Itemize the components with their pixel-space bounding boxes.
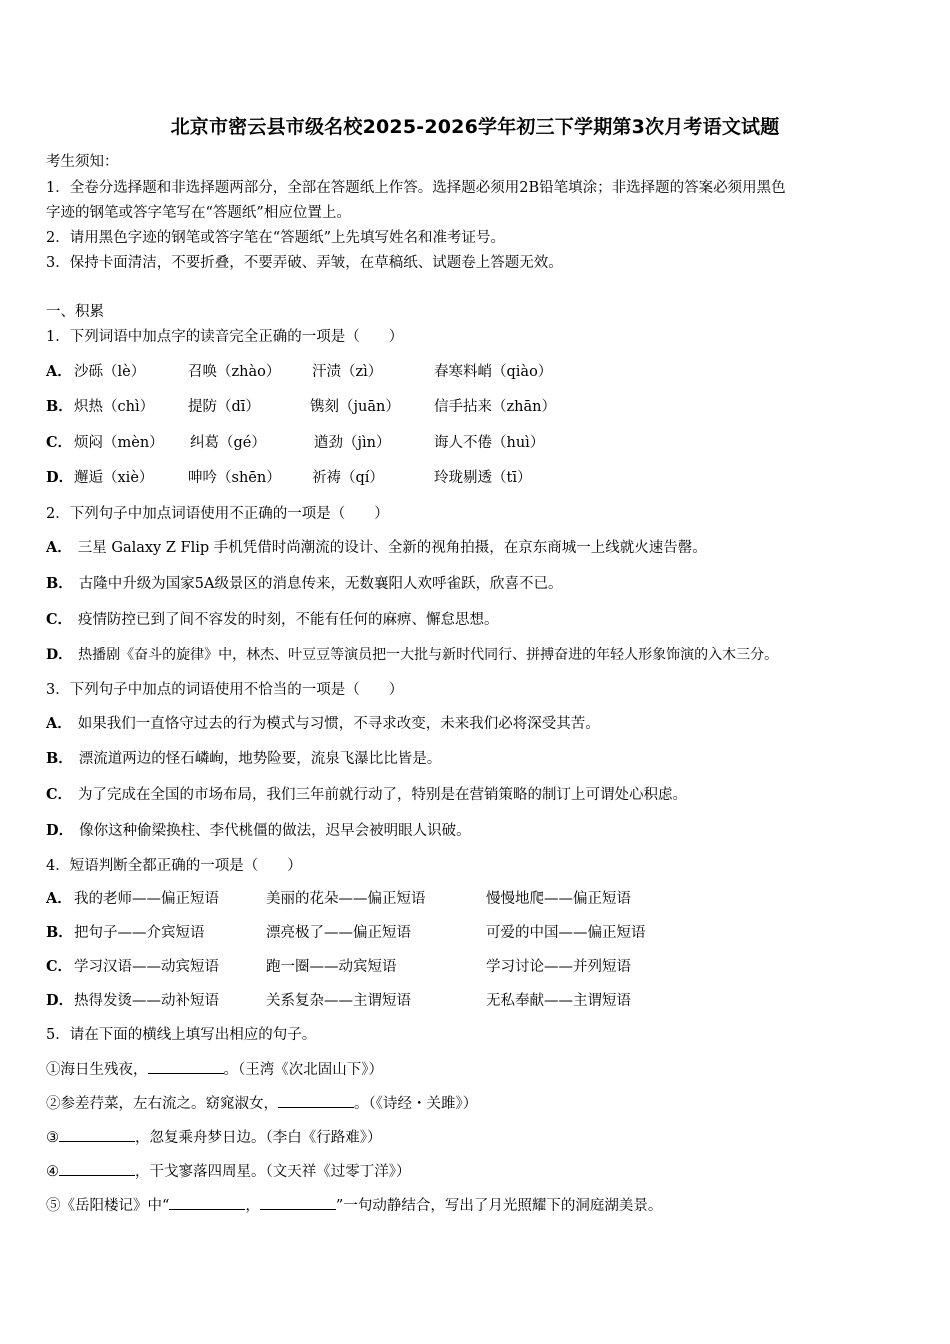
question-1-stem: 1．下列词语中加点字的读音完全正确的一项是（ ）: [46, 329, 404, 345]
question-5-item-4: [46, 1161, 411, 1182]
item-text: ，: [245, 1198, 260, 1214]
question-5-stem: 5．请在下面的横线上填写出相应的句子。: [46, 1027, 317, 1043]
question-1-option-d: [46, 468, 906, 488]
option-text: 热播剧《奋斗的旋律》中，林杰、叶豆豆等演员把一大批与新时代同行、拼搏奋进的年轻人形象饰演的入木三分。: [78, 647, 779, 663]
option-label: D．: [46, 647, 73, 663]
item-text: 。（《诗经・关雎》）: [354, 1096, 478, 1112]
question-4-option-a: [46, 889, 906, 909]
option-text: 疫情防控已到了间不容发的时刻，不能有任何的麻痹、懈怠思想。: [78, 612, 499, 628]
item-text: ①海日生残夜，: [46, 1062, 148, 1078]
question-1-option-c: [46, 433, 906, 453]
option-cell: 漂亮极了——偏正短语: [266, 925, 411, 941]
option-label: A．: [46, 715, 72, 732]
option-label: C．: [46, 434, 73, 451]
option-text: 像你这种偷梁换柱、李代桃僵的做法，迟早会被明眼人识破。: [79, 823, 471, 839]
option-cell: 沙砾（lè）: [74, 364, 146, 380]
option-label: B．: [46, 924, 73, 941]
option-label: C．: [46, 611, 73, 628]
question-1-option-a: [46, 362, 906, 382]
option-cell: 镌刻（juān）: [310, 399, 400, 415]
option-cell: 无私奉献——主谓短语: [486, 993, 631, 1009]
option-label: A．: [46, 539, 72, 556]
option-cell: 炽热（chì）: [74, 399, 155, 415]
option-text: 三星 Galaxy Z Flip 手机凭借时尚潮流的设计、全新的视角拍摄，在京东商城一上线就火速告罄。: [77, 540, 707, 556]
option-label: C．: [46, 786, 73, 803]
question-3-option-b: [46, 749, 441, 769]
notice-heading: 考生须知：: [46, 154, 119, 170]
option-cell: 召唤（zhào）: [188, 364, 281, 380]
option-cell: 我的老师——偏正短语: [74, 891, 219, 907]
item-text: ⑤《岳阳楼记》中“: [46, 1198, 170, 1214]
question-3-stem: 3．下列句子中加点的词语使用不恰当的一项是（ ）: [46, 682, 404, 698]
question-3-option-d: [46, 821, 471, 841]
option-text: 古隆中升级为国家5A级景区的消息传来，无数襄阳人欢呼雀跃，欣喜不已。: [78, 576, 563, 592]
option-cell: 诲人不倦（huì）: [434, 435, 545, 451]
question-1-option-b: [46, 397, 906, 417]
option-cell: 玲珑剔透（tī）: [434, 470, 532, 486]
question-4-option-b: [46, 923, 906, 943]
option-cell: 祈祷（qí）: [312, 470, 384, 486]
item-text: ④: [46, 1164, 59, 1180]
question-5-item-5: [46, 1195, 662, 1216]
option-cell: 春寒料峭（qiào）: [434, 364, 553, 380]
option-cell: 学习汉语——动宾短语: [74, 959, 219, 975]
question-2-option-c: [46, 610, 499, 630]
option-label: B．: [46, 398, 73, 415]
option-cell: 可爱的中国——偏正短语: [486, 925, 646, 941]
item-text: ”一句动静结合，写出了月光照耀下的洞庭湖美景。: [335, 1198, 663, 1214]
option-cell: 把句子——介宾短语: [74, 925, 205, 941]
section-heading: 一、积累: [46, 304, 104, 320]
option-text: 如果我们一直恪守过去的行为模式与习惯，不寻求改变，未来我们必将深受其苦。: [77, 716, 600, 732]
question-4-option-d: [46, 991, 906, 1011]
question-5-item-3: [46, 1127, 382, 1148]
option-label: A．: [46, 890, 72, 907]
question-5-item-1: [46, 1059, 383, 1080]
option-cell: 邂逅（xiè）: [74, 470, 154, 486]
page-title: 北京市密云县市级名校2025-2026学年初三下学期第3次月考语文试题: [170, 116, 780, 138]
option-cell: 信手拈来（zhān）: [434, 399, 556, 415]
option-label: D．: [46, 992, 74, 1009]
question-2-option-d: [46, 645, 778, 665]
option-label: B．: [46, 750, 73, 767]
question-4-option-c: [46, 957, 906, 977]
option-cell: 汗渍（zì）: [312, 364, 383, 380]
option-cell: 呻吟（shēn）: [188, 470, 281, 486]
notice-item-1-cont: 字迹的钢笔或答字笔写在“答题纸”相应位置上。: [46, 205, 351, 221]
option-label: A．: [46, 363, 72, 380]
item-text: ②参差荇菜，左右流之。窈窕淑女，: [46, 1096, 278, 1112]
option-label: C．: [46, 958, 73, 975]
question-4-stem: 4．短语判断全都正确的一项是（ ）: [46, 858, 302, 874]
option-cell: 纠葛（gé）: [190, 435, 266, 451]
answer-blank[interactable]: [59, 1127, 135, 1142]
option-label: D．: [46, 469, 74, 486]
option-cell: 美丽的花朵——偏正短语: [266, 891, 426, 907]
option-cell: 提防（dī）: [188, 399, 260, 415]
notice-item-3: 3．保持卡面清洁，不要折叠，不要弄破、弄皱，在草稿纸、试题卷上答题无效。: [46, 255, 563, 271]
answer-blank[interactable]: [260, 1195, 336, 1210]
item-text: ③: [46, 1130, 59, 1146]
option-text: 漂流道两边的怪石嶙峋，地势险要，流泉飞瀑比比皆是。: [78, 751, 442, 767]
answer-blank[interactable]: [169, 1195, 245, 1210]
question-3-option-a: [46, 714, 600, 734]
option-cell: 热得发烫——动补短语: [74, 993, 219, 1009]
answer-blank[interactable]: [59, 1161, 135, 1176]
notice-item-1: 1．全卷分选择题和非选择题两部分，全部在答题纸上作答。选择题必须用2B铅笔填涂；非选择题的答案必须用黑色: [46, 180, 786, 196]
question-2-stem: 2．下列句子中加点词语使用不正确的一项是（ ）: [46, 506, 389, 522]
item-text: 。（王湾《次北固山下》）: [223, 1062, 383, 1078]
answer-blank[interactable]: [278, 1093, 354, 1108]
option-label: D．: [46, 822, 74, 839]
question-2-option-a: [46, 538, 707, 558]
option-cell: 关系复杂——主谓短语: [266, 993, 411, 1009]
item-text: ，干戈寥落四周星。（文天祥《过零丁洋》）: [135, 1164, 411, 1180]
option-cell: 烦闷（mèn）: [74, 435, 164, 451]
option-cell: 慢慢地爬——偏正短语: [486, 891, 631, 907]
item-text: ，忽复乘舟梦日边。（李白《行路难》）: [135, 1130, 382, 1146]
option-cell: 遒劲（jìn）: [314, 435, 391, 451]
option-text: 为了完成在全国的市场布局，我们三年前就行动了，特别是在营销策略的制订上可谓处心积虑。: [78, 787, 688, 803]
question-2-option-b: [46, 574, 562, 594]
option-cell: 学习讨论——并列短语: [486, 959, 631, 975]
option-cell: 跑一圈——动宾短语: [266, 959, 397, 975]
option-label: B．: [46, 575, 73, 592]
answer-blank[interactable]: [148, 1059, 224, 1074]
question-5-item-2: [46, 1093, 477, 1114]
question-3-option-c: [46, 785, 687, 805]
notice-item-2: 2．请用黑色字迹的钢笔或答字笔在“答题纸”上先填写姓名和准考证号。: [46, 230, 506, 246]
